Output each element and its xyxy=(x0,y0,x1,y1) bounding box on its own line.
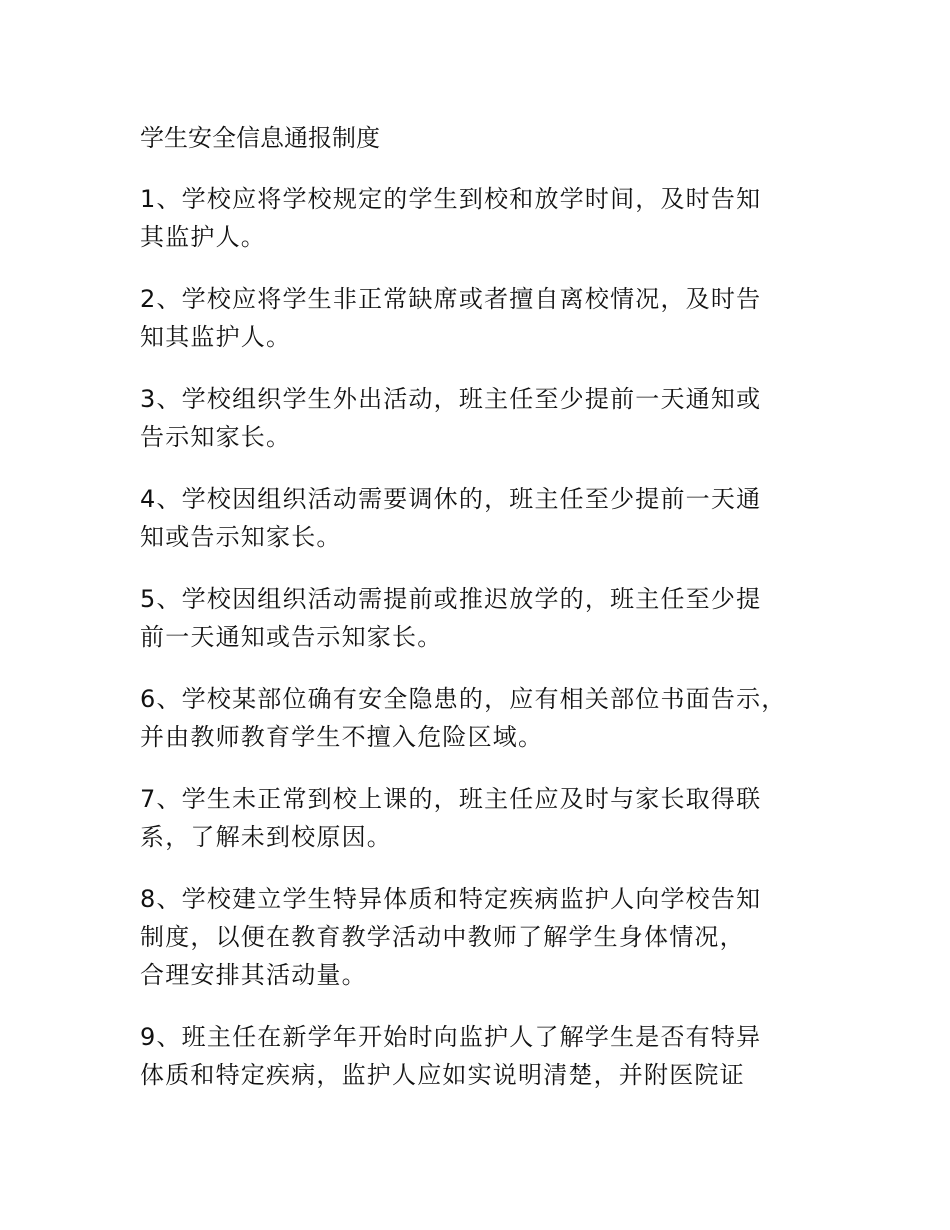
rule-line: 3、学校组织学生外出活动，班主任至少提前一天通知或 xyxy=(140,385,762,413)
rule-line: 1、学校应将学校规定的学生到校和放学时间，及时告知 xyxy=(140,185,762,213)
rule-item-5 xyxy=(140,580,840,656)
rule-line: 制度，以便在教育教学活动中教师了解学生身体情况， xyxy=(140,923,745,951)
rule-line: 前一天通知或告示知家长。 xyxy=(140,623,443,651)
rule-line: 系，了解未到校原因。 xyxy=(140,823,392,851)
rule-item-4 xyxy=(140,480,840,556)
rule-line: 合理安排其活动量。 xyxy=(140,961,367,989)
rule-item-1 xyxy=(140,180,840,256)
rule-line: 体质和特定疾病，监护人应如实说明清楚，并附医院证 xyxy=(140,1061,745,1089)
rule-line: 4、学校因组织活动需要调休的，班主任至少提前一天通 xyxy=(140,485,762,513)
rule-line: 其监护人。 xyxy=(140,223,266,251)
rule-line: 并由教师教育学生不擅入危险区域。 xyxy=(140,723,544,751)
rule-line: 9、班主任在新学年开始时向监护人了解学生是否有特异 xyxy=(140,1023,762,1051)
rule-line: 2、学校应将学生非正常缺席或者擅自离校情况，及时告 xyxy=(140,285,762,313)
rule-line: 5、学校因组织活动需提前或推迟放学的，班主任至少提 xyxy=(140,585,762,613)
rule-line: 8、学校建立学生特异体质和特定疾病监护人向学校告知 xyxy=(140,885,762,913)
document-body xyxy=(140,120,840,1118)
rule-item-9 xyxy=(140,1018,840,1094)
rule-item-8 xyxy=(140,880,840,994)
rule-line: 7、学生未正常到校上课的，班主任应及时与家长取得联 xyxy=(140,785,762,813)
rule-item-3 xyxy=(140,380,840,456)
rule-item-2 xyxy=(140,280,840,356)
rule-line: 知其监护人。 xyxy=(140,323,292,351)
document-title: 学生安全信息通报制度 xyxy=(140,124,380,152)
rule-item-7 xyxy=(140,780,840,856)
rule-line: 知或告示知家长。 xyxy=(140,523,342,551)
rule-line: 6、学校某部位确有安全隐患的，应有相关部位书面告示， xyxy=(140,685,787,713)
rule-item-6 xyxy=(140,680,840,756)
rule-line: 告示知家长。 xyxy=(140,423,292,451)
